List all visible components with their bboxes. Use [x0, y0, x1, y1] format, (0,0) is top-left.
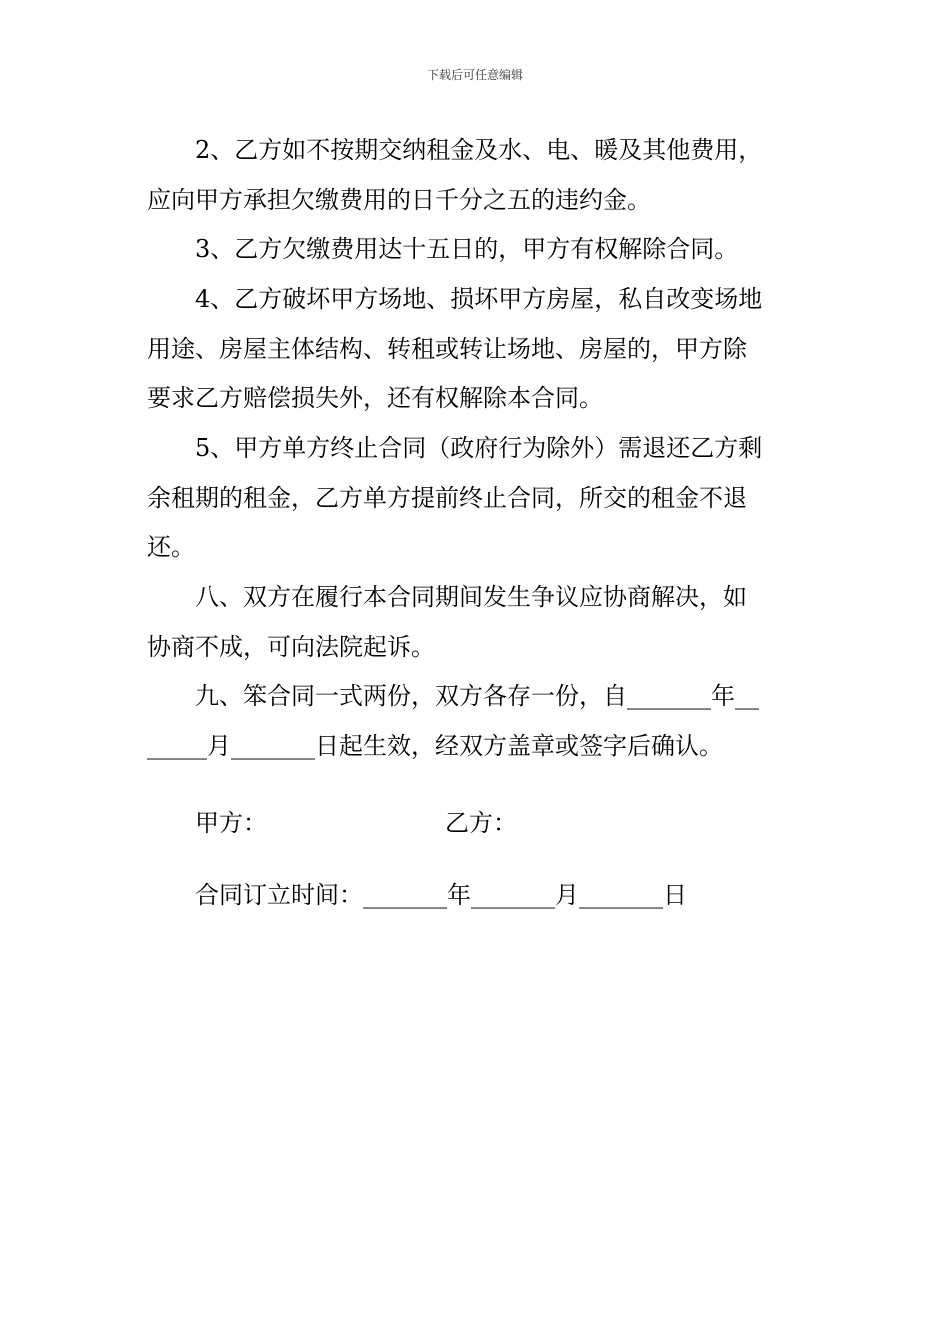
clause-4-line-3: 要求乙方赔偿损失外，还有权解除本合同。	[147, 384, 603, 412]
contract-date-line: 合同订立时间：_______年_______月_______日	[195, 881, 687, 909]
article-8-line-2: 协商不成，可向法院起诉。	[147, 633, 435, 661]
clause-5-line-2: 余租期的租金，乙方单方提前终止合同，所交的租金不退	[147, 484, 747, 512]
page-header: 下载后可任意编辑	[426, 68, 523, 82]
clause-4-line-1: 4、乙方破坏甲方场地、损坏甲方房屋，私自改变场地	[195, 285, 763, 313]
clause-2-line-2: 应向甲方承担欠缴费用的日千分之五的违约金。	[147, 186, 651, 214]
clause-3-line-1: 3、乙方欠缴费用达十五日的，甲方有权解除合同。	[195, 235, 739, 263]
clause-5-line-3: 还。	[147, 533, 195, 561]
article-8-line-1: 八、双方在履行本合同期间发生争议应协商解决，如	[195, 583, 747, 611]
party-a-label: 甲方：	[195, 809, 267, 837]
clause-4-line-2: 用途、房屋主体结构、转租或转让场地、房屋的，甲方除	[147, 335, 747, 363]
clause-5-line-1: 5、甲方单方终止合同（政府行为除外）需退还乙方剩	[195, 434, 763, 462]
article-9-line-1: 九、笨合同一式两份，双方各存一份，自_______年__	[195, 682, 759, 710]
clause-2-line-1: 2、乙方如不按期交纳租金及水、电、暖及其他费用，	[195, 136, 763, 164]
article-9-line-2: _____月_______日起生效，经双方盖章或签字后确认。	[147, 732, 723, 760]
party-b-label: 乙方：	[445, 809, 517, 837]
